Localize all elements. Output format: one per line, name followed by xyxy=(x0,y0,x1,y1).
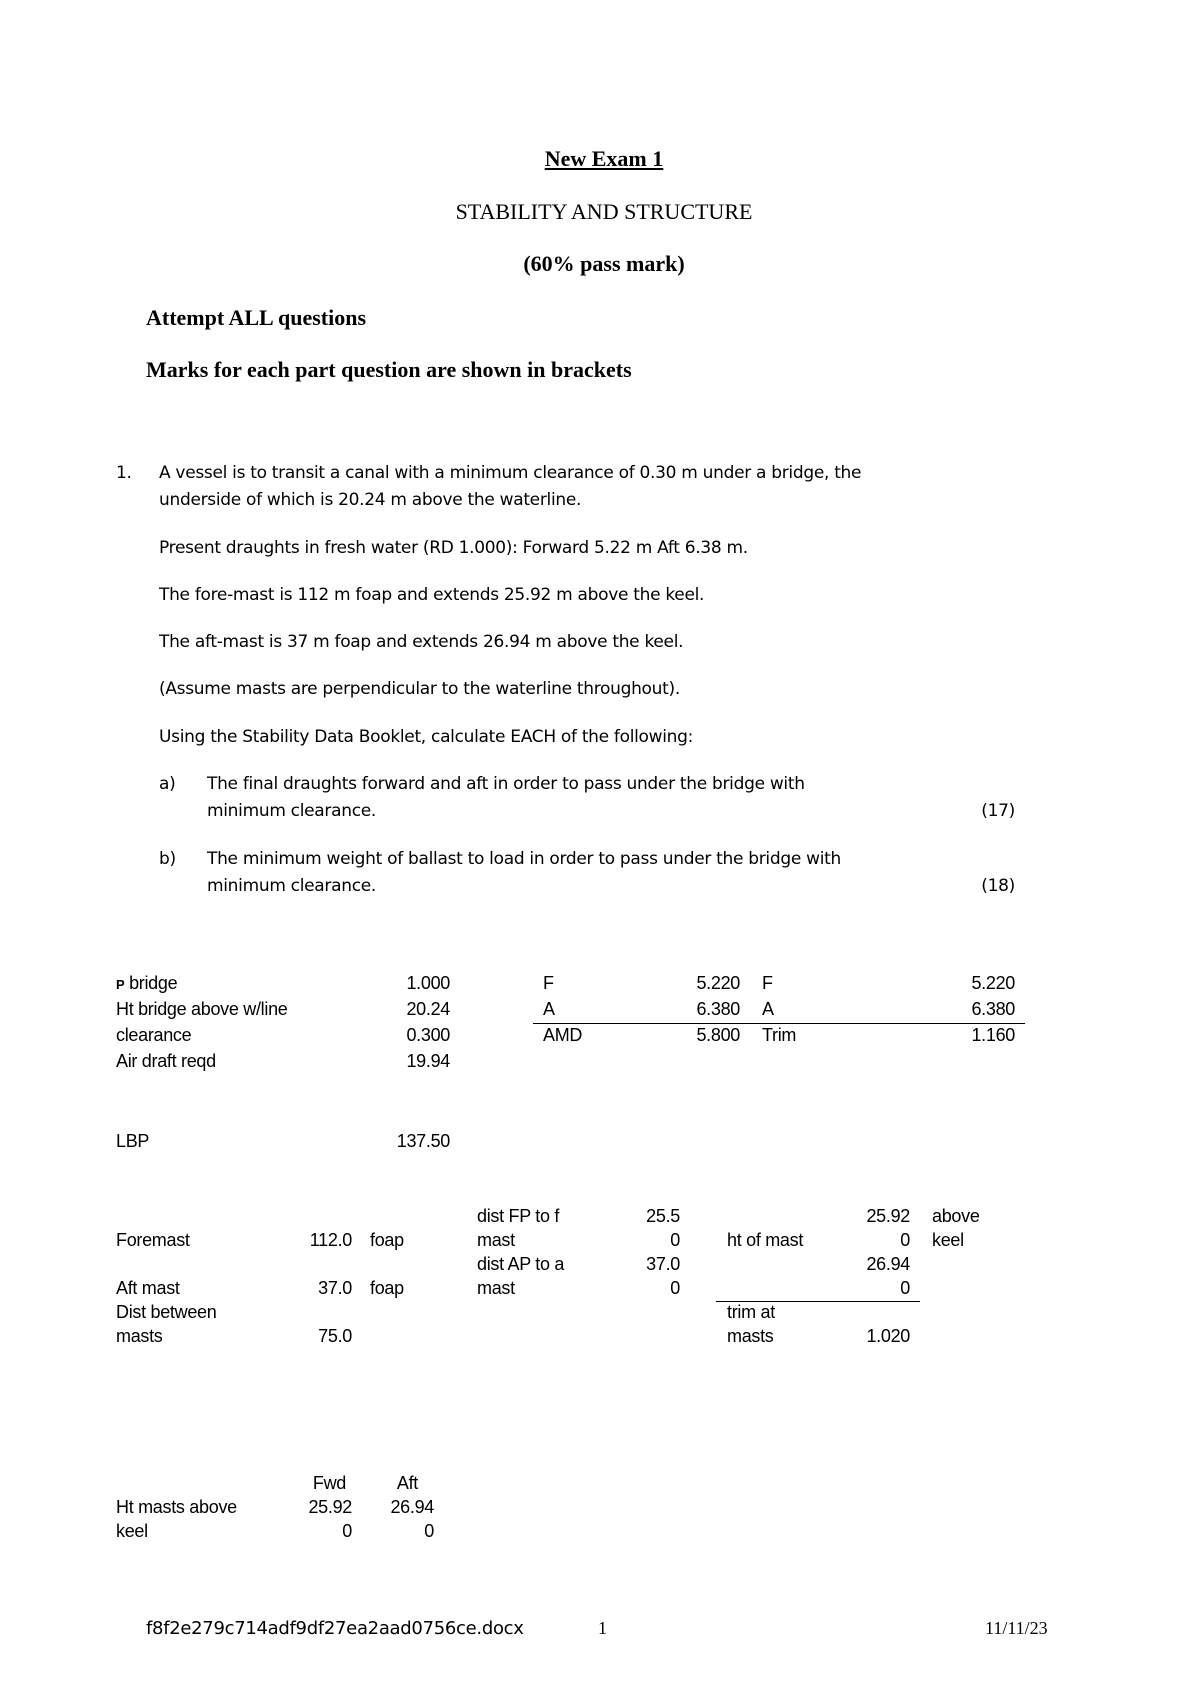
dist-fp-label-2: mast xyxy=(477,1230,515,1250)
trim-at-masts-label-1: trim at xyxy=(727,1302,775,1322)
part-a-marks: (17) xyxy=(981,801,1015,821)
ht-masts-label-2: keel xyxy=(116,1521,148,1541)
dist-between-label-1: Dist between xyxy=(116,1302,217,1322)
calc-rd-label xyxy=(116,973,177,994)
ht-aft-1: 26.94 xyxy=(390,1497,434,1517)
part-b-label: b) xyxy=(159,849,176,869)
question-foremast: The fore-mast is 112 m foap and extends 25.92 m above the keel. xyxy=(159,585,705,605)
question-using: Using the Stability Data Booklet, calculate EACH of the following: xyxy=(159,727,694,747)
footer-filename: f8f2e279c714adf9df27ea2aad0756ce.docx xyxy=(146,1618,524,1639)
instruction-marks: Marks for each part question are shown in brackets xyxy=(146,357,632,382)
calc-ht-bridge-label: Ht bridge above w/line xyxy=(116,999,288,1019)
question-number: 1. xyxy=(116,463,132,483)
instruction-attempt-all: Attempt ALL questions xyxy=(146,305,367,330)
calc-air-draft-label: Air draft reqd xyxy=(116,1051,216,1071)
ht-col-fwd: Fwd xyxy=(312,1473,346,1493)
pass-mark: (60% pass mark) xyxy=(523,251,685,276)
amd-value: 5.800 xyxy=(696,1025,740,1045)
dist-ap-label-1: dist AP to a xyxy=(477,1254,565,1274)
part-b-marks: (18) xyxy=(981,876,1015,896)
ht-of-mast-label: ht of mast xyxy=(727,1230,804,1250)
aftmast-unit: foap xyxy=(370,1278,404,1298)
dist-fp-value-1: 25.5 xyxy=(646,1206,680,1226)
calc-air-draft-value: 19.94 xyxy=(406,1051,450,1071)
dist-fp-label-1: dist FP to f xyxy=(477,1206,560,1226)
question-assume: (Assume masts are perpendicular to the waterline throughout). xyxy=(159,679,680,699)
draught-f-label-2: F xyxy=(762,973,773,993)
dist-between-label-2: masts xyxy=(116,1326,163,1346)
draught-f-value-2: 5.220 xyxy=(971,973,1015,993)
aftmast-value: 37.0 xyxy=(318,1278,352,1298)
ht-fwd-1: 25.92 xyxy=(308,1497,352,1517)
ht-col-aft: Aft xyxy=(396,1473,418,1493)
aftmast-label: Aft mast xyxy=(116,1278,180,1298)
dist-ap-label-2: mast xyxy=(477,1278,515,1298)
draught-a-value-2: 6.380 xyxy=(971,999,1015,1019)
calc-ht-bridge-value: 20.24 xyxy=(406,999,450,1019)
rd-label-text: bridge xyxy=(129,973,178,993)
sum-line xyxy=(533,1023,1025,1024)
foremast-label: Foremast xyxy=(116,1230,190,1250)
trim-at-masts-value: 1.020 xyxy=(866,1326,910,1346)
document-subject: STABILITY AND STRUCTURE xyxy=(455,199,753,224)
question-draughts: Present draughts in fresh water (RD 1.000): Forward 5.22 m Aft 6.38 m. xyxy=(159,538,748,558)
footer-page-number: 1 xyxy=(598,1618,607,1638)
draught-a-label-2: A xyxy=(762,999,774,1019)
dist-fp-value-2: 0 xyxy=(670,1230,680,1250)
ht-fwd-value-1: 25.92 xyxy=(866,1206,910,1226)
ht-fwd-value-2: 0 xyxy=(900,1230,910,1250)
ht-aft-value-2: 0 xyxy=(900,1278,910,1298)
trim-value: 1.160 xyxy=(971,1025,1015,1045)
above-keel-label-1: above xyxy=(932,1206,980,1226)
lbp-value: 137.50 xyxy=(396,1131,450,1151)
rho-symbol: P xyxy=(116,977,125,992)
part-b-line-1: The minimum weight of ballast to load in order to pass under the bridge with xyxy=(207,849,841,869)
calc-rd-value: 1.000 xyxy=(406,973,450,993)
question-text-line-1: A vessel is to transit a canal with a minimum clearance of 0.30 m under a bridge, the xyxy=(159,463,862,483)
part-a-line-1: The final draughts forward and aft in order to pass under the bridge with xyxy=(207,774,805,794)
lbp-label: LBP xyxy=(116,1131,150,1151)
calc-clearance-label: clearance xyxy=(116,1025,192,1045)
ht-aft-2: 0 xyxy=(424,1521,434,1541)
calc-clearance-value: 0.300 xyxy=(406,1025,450,1045)
part-b-line-2: minimum clearance. xyxy=(207,876,377,896)
foremast-unit: foap xyxy=(370,1230,404,1250)
part-a-label: a) xyxy=(159,774,176,794)
amd-label: AMD xyxy=(543,1025,583,1045)
dist-ap-value-1: 37.0 xyxy=(646,1254,680,1274)
question-aftmast: The aft-mast is 37 m foap and extends 26.94 m above the keel. xyxy=(159,632,684,652)
draught-f-label: F xyxy=(543,973,554,993)
trim-label: Trim xyxy=(762,1025,797,1045)
foremast-value: 112.0 xyxy=(309,1230,352,1250)
draught-f-value: 5.220 xyxy=(696,973,740,993)
part-a-line-2: minimum clearance. xyxy=(207,801,377,821)
above-keel-label-2: keel xyxy=(932,1230,964,1250)
dist-between-value: 75.0 xyxy=(318,1326,352,1346)
draught-a-value: 6.380 xyxy=(696,999,740,1019)
ht-fwd-2: 0 xyxy=(342,1521,352,1541)
trim-at-masts-label-2: masts xyxy=(727,1326,774,1346)
footer-date: 11/11/23 xyxy=(985,1618,1048,1638)
ht-masts-label-1: Ht masts above xyxy=(116,1497,237,1517)
draught-a-label: A xyxy=(543,999,555,1019)
ht-aft-value-1: 26.94 xyxy=(866,1254,910,1274)
dist-ap-value-2: 0 xyxy=(670,1278,680,1298)
document-title: New Exam 1 xyxy=(544,146,664,171)
question-text-line-2: underside of which is 20.24 m above the waterline. xyxy=(159,490,582,510)
